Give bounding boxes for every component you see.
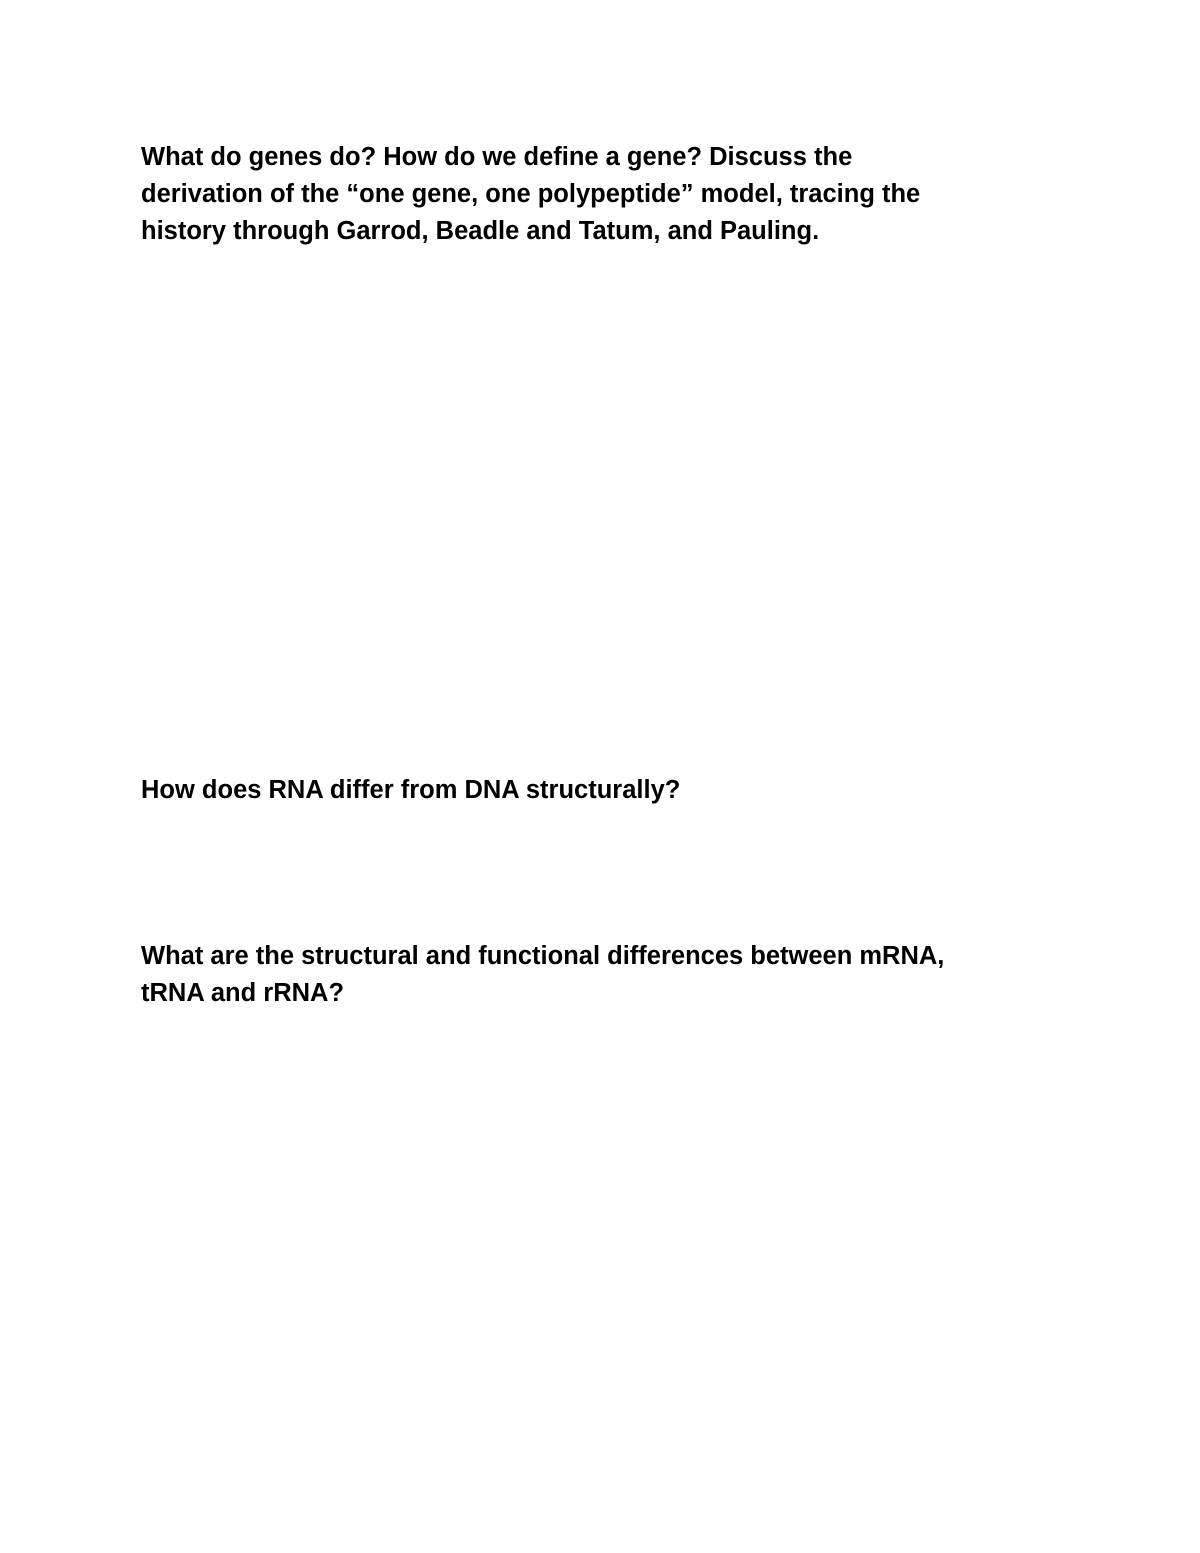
question-3: What are the structural and functional differences between mRNA, tRNA and rRNA? — [141, 942, 945, 1007]
question-1: What do genes do? How do we define a gene? Discuss the derivation of the “one gene, one polypeptide” model, tracing the history through Garrod, Beadle and Tatum, and Pauling. — [141, 143, 921, 245]
question-2: How does RNA differ from DNA structurally? — [141, 776, 681, 804]
